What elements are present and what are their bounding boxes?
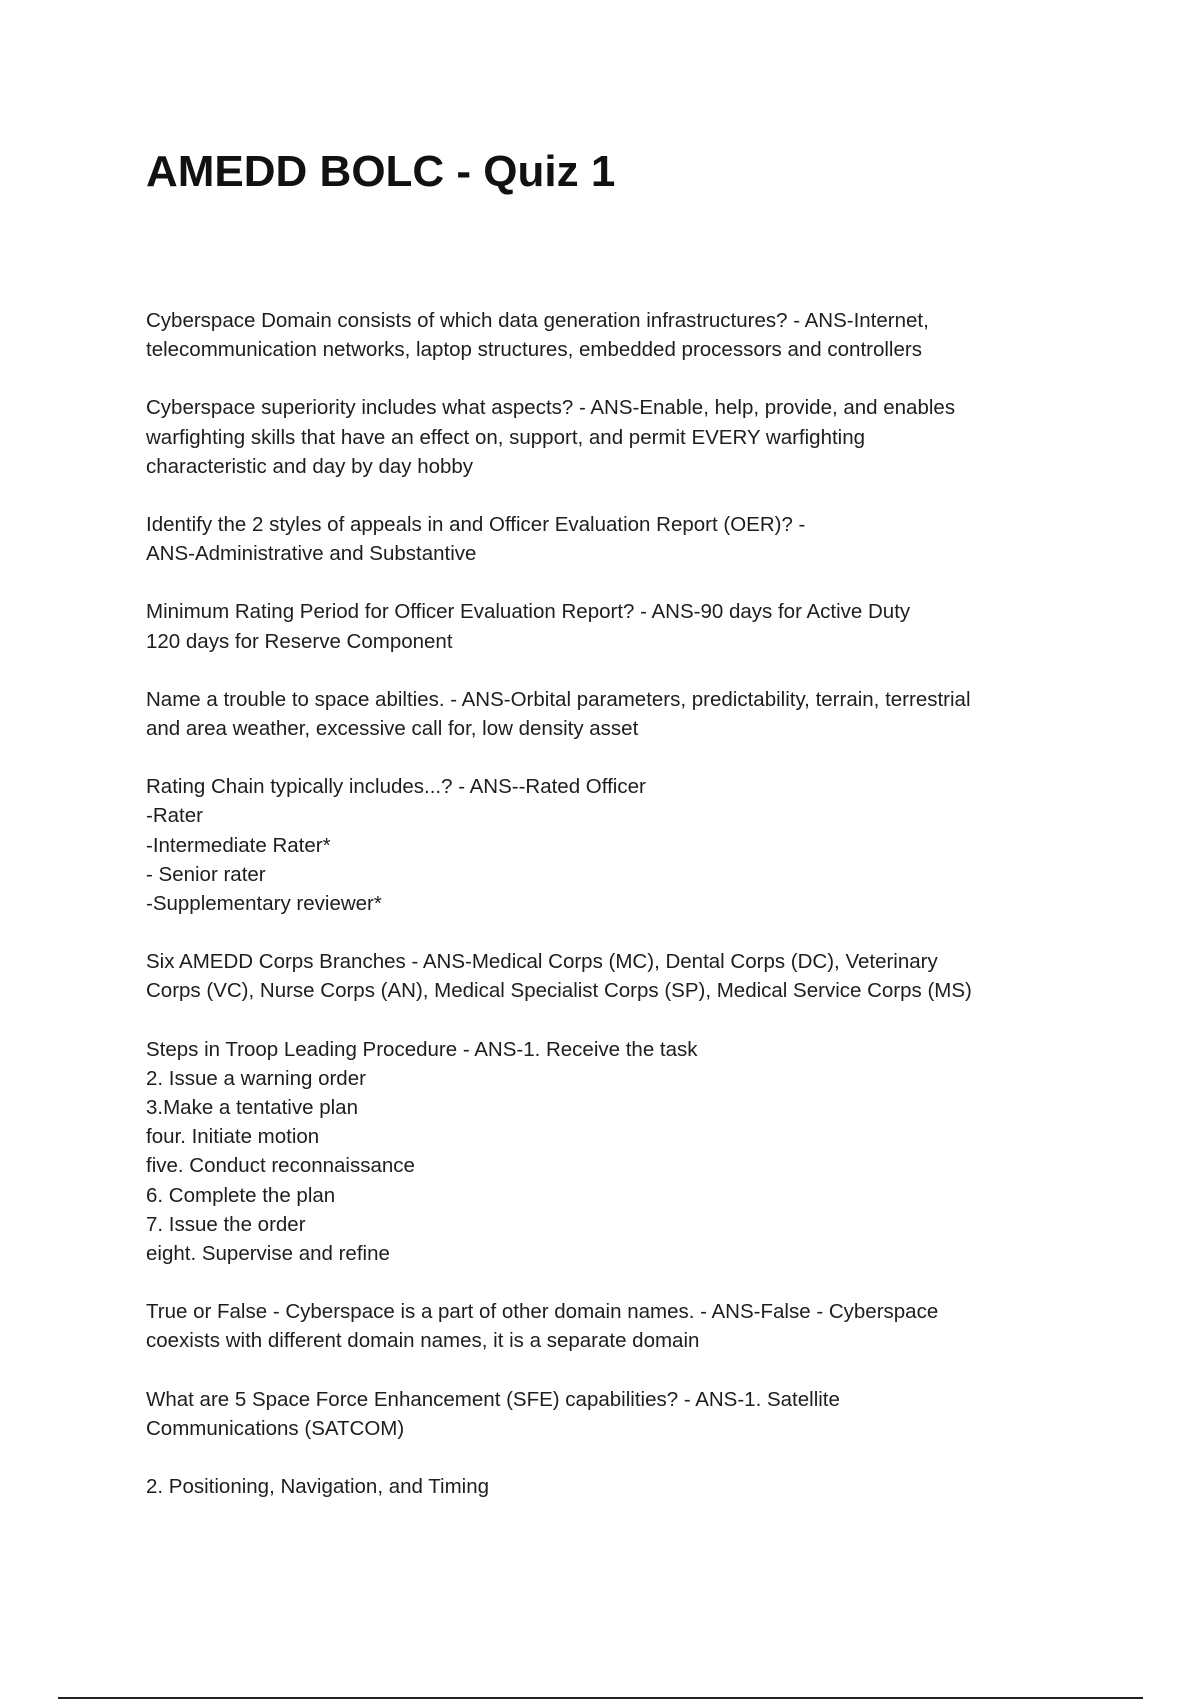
qa-line: 2. Positioning, Navigation, and Timing [146, 1475, 490, 1499]
qa-line: warfighting skills that have an effect on, support, and permit EVERY warfighting [146, 425, 866, 449]
qa-item [146, 510, 1046, 568]
qa-line: 3.Make a tentative plan [146, 1096, 358, 1120]
qa-line: Cyberspace Domain consists of which data generation infrastructures? - ANS-Internet, [146, 309, 929, 332]
qa-line: -Intermediate Rater* [146, 833, 331, 857]
qa-line: 6. Complete the plan [146, 1183, 336, 1207]
qa-line: Name a trouble to space abilties. - ANS-Orbital parameters, predictability, terrain, terrestrial [146, 687, 971, 711]
qa-line: What are 5 Space Force Enhancement (SFE) capabilities? - ANS-1. Satellite [146, 1387, 840, 1411]
qa-line: -Rater [146, 804, 203, 828]
qa-item [146, 1385, 1046, 1443]
qa-line: telecommunication networks, laptop structures, embedded processors and controllers [146, 338, 922, 362]
qa-line: Six AMEDD Corps Branches - ANS-Medical Corps (MC), Dental Corps (DC), Veterinary [146, 950, 938, 974]
qa-line: Rating Chain typically includes...? - ANS--Rated Officer [146, 775, 646, 799]
qa-line: characteristic and day by day hobby [146, 454, 474, 478]
qa-item [146, 772, 1046, 918]
qa-line: -Supplementary reviewer* [146, 892, 382, 916]
qa-line: Steps in Troop Leading Procedure - ANS-1. Receive the task [146, 1037, 698, 1061]
qa-item [146, 685, 1046, 743]
qa-line: 7. Issue the order [146, 1212, 306, 1236]
qa-line: 2. Issue a warning order [146, 1066, 366, 1090]
qa-line: True or False - Cyberspace is a part of other domain names. - ANS-False - Cyberspace [146, 1300, 939, 1324]
qa-line: coexists with different domain names, it is a separate domain [146, 1329, 700, 1353]
qa-line: 120 days for Reserve Component [146, 629, 453, 653]
qa-line: eight. Supervise and refine [146, 1242, 390, 1266]
qa-line: four. Initiate motion [146, 1125, 320, 1149]
qa-line: ANS-Administrative and Substantive [146, 542, 477, 566]
qa-item [146, 1297, 1046, 1355]
qa-line: - Senior rater [146, 862, 266, 886]
qa-line: five. Conduct reconnaissance [146, 1154, 415, 1178]
qa-item [146, 1035, 1046, 1269]
footer-divider [58, 1697, 1143, 1699]
qa-list [146, 306, 1046, 1530]
qa-line: and area weather, excessive call for, low density asset [146, 717, 639, 741]
qa-line: Minimum Rating Period for Officer Evaluation Report? - ANS-90 days for Active Duty [146, 600, 911, 624]
qa-item [146, 306, 1046, 364]
qa-line: Corps (VC), Nurse Corps (AN), Medical Specialist Corps (SP), Medical Service Corps (MS) [146, 979, 972, 1003]
qa-item [146, 597, 1046, 655]
qa-line: Identify the 2 styles of appeals in and Officer Evaluation Report (OER)? - [146, 513, 806, 537]
page-title: AMEDD BOLC - Quiz 1 [146, 147, 616, 196]
qa-item [146, 393, 1046, 481]
qa-item [146, 947, 1046, 1005]
qa-line: Cyberspace superiority includes what aspects? - ANS-Enable, help, provide, and enables [146, 396, 956, 420]
qa-item [146, 1472, 1046, 1501]
qa-line: Communications (SATCOM) [146, 1416, 405, 1440]
